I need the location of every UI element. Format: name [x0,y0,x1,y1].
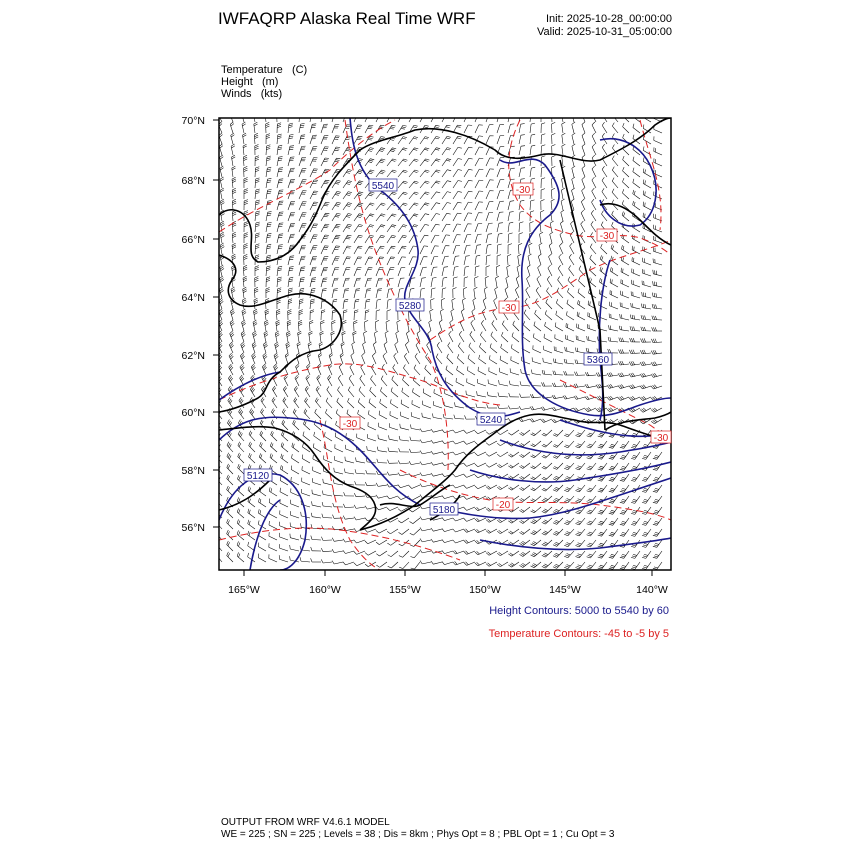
lon-label-150: 150°W [469,584,501,596]
height-contours [219,118,671,570]
lat-label-60: 60°N [181,407,205,419]
map-frame [219,118,671,570]
valid-time: Valid: 2025-10-31_05:00:00 [537,26,672,38]
height-label-5180: 5180 [432,505,456,516]
height-label-5540: 5540 [371,181,395,192]
temperature-contours [219,120,671,570]
footer-model: OUTPUT FROM WRF V4.6.1 MODEL [221,817,390,828]
init-time: Init: 2025-10-28_00:00:00 [546,13,672,25]
height-label-5120: 5120 [246,471,270,482]
height-contour-note: Height Contours: 5000 to 5540 by 60 [489,605,669,617]
lon-label-155: 155°W [389,584,421,596]
height-label-5360: 5360 [586,355,610,366]
field-winds: Winds (kts) [221,88,283,100]
height-label-5280: 5280 [398,301,422,312]
temperature-contour-note: Temperature Contours: -45 to -5 by 5 [488,628,669,640]
temp-label-d: -30 [342,419,358,430]
temp-label-f: -30 [653,433,669,444]
lat-label-68: 68°N [181,175,205,187]
temp-label-b: -30 [599,231,615,242]
map-title: IWFAQRP Alaska Real Time WRF [218,9,476,28]
lat-label-64: 64°N [181,292,205,304]
lat-label-56: 56°N [181,522,205,534]
lon-label-140: 140°W [636,584,668,596]
field-temperature: Temperature (C) [221,64,308,76]
lat-label-70: 70°N [181,115,205,127]
temp-label-c: -30 [501,303,517,314]
lon-label-145: 145°W [549,584,581,596]
lat-label-66: 66°N [181,234,205,246]
wind-barb-field [216,111,662,570]
temp-label-a: -30 [515,185,531,196]
lat-label-58: 58°N [181,465,205,477]
height-label-5240: 5240 [479,415,503,426]
temp-label-e: -20 [495,500,511,511]
field-height: Height (m) [221,76,279,88]
footer-config: WE = 225 ; SN = 225 ; Levels = 38 ; Dis = 8km ; Phys Opt = 8 ; PBL Opt = 1 ; Cu Opt = 3 [221,829,615,840]
lat-label-62: 62°N [181,350,205,362]
lon-label-160: 160°W [309,584,341,596]
lon-label-165: 165°W [228,584,260,596]
